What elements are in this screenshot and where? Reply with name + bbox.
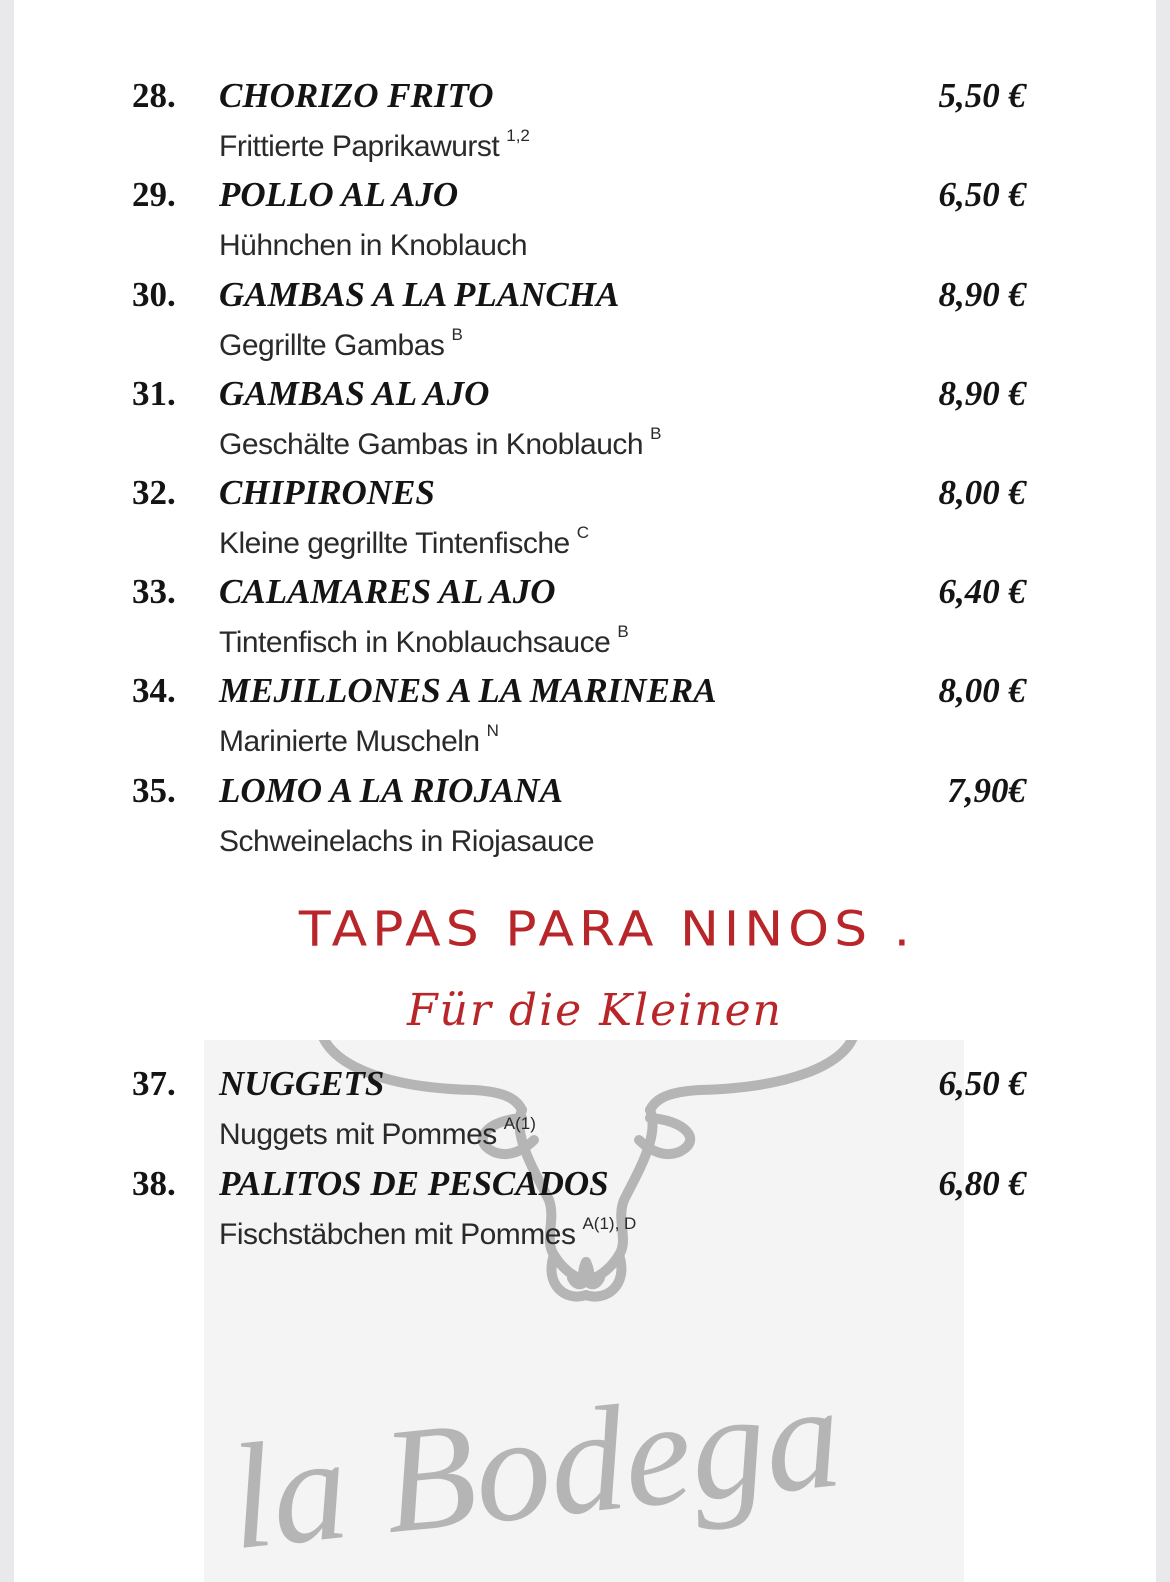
item-description <box>219 813 601 860</box>
item-description-text: Gegrillte Gambas <box>219 329 445 362</box>
item-description <box>219 614 629 661</box>
menu-item <box>14 374 1156 464</box>
item-description <box>219 713 499 760</box>
menu-item <box>14 1064 1156 1154</box>
kids-section-subheading: Für die Kleinen <box>407 985 783 1036</box>
item-description <box>219 1106 536 1153</box>
item-description <box>219 1206 636 1253</box>
item-number: 28. <box>132 76 176 115</box>
menu-item <box>14 275 1156 365</box>
item-number: 38. <box>132 1164 176 1203</box>
item-allergens: A(1) <box>503 1114 536 1133</box>
item-description-text: Frittierte Paprikawurst <box>219 130 500 163</box>
menu-page <box>14 0 1156 1582</box>
item-description-text: Geschälte Gambas in Knoblauch <box>219 428 644 461</box>
menu-item <box>14 175 1156 265</box>
menu-item <box>14 473 1156 563</box>
menu-item <box>14 671 1156 761</box>
item-number: 34. <box>132 671 176 710</box>
item-allergens: B <box>650 424 662 443</box>
item-name: CHIPIRONES <box>219 473 435 512</box>
item-description <box>219 515 589 562</box>
item-name: CHORIZO FRITO <box>219 76 494 115</box>
item-description-text: Kleine gegrillte Tintenfische <box>219 527 570 560</box>
item-price: 8,00 € <box>938 671 1026 710</box>
item-number: 32. <box>132 473 176 512</box>
item-description <box>219 118 530 165</box>
menu-items <box>14 0 1156 1582</box>
item-name: GAMBAS A LA PLANCHA <box>219 275 620 314</box>
item-allergens: B <box>451 325 463 344</box>
menu-item <box>14 771 1156 861</box>
item-description-text: Marinierte Muscheln <box>219 725 480 758</box>
kids-section-heading: TAPAS PARA NINOS . <box>298 902 916 958</box>
item-price: 7,90€ <box>947 771 1026 810</box>
item-price: 8,90 € <box>938 374 1026 413</box>
item-number: 30. <box>132 275 176 314</box>
item-name: POLLO AL AJO <box>219 175 459 214</box>
item-description <box>219 317 463 364</box>
item-number: 37. <box>132 1064 176 1103</box>
item-description-text: Fischstäbchen mit Pommes <box>219 1218 576 1251</box>
item-number: 31. <box>132 374 176 413</box>
item-name: MEJILLONES A LA MARINERA <box>219 671 717 710</box>
item-price: 6,50 € <box>938 1064 1026 1103</box>
logo-text: la Bodega <box>221 1352 849 1582</box>
item-name: GAMBAS AL AJO <box>219 374 490 413</box>
menu-item <box>14 1164 1156 1254</box>
item-description-text: Nuggets mit Pommes <box>219 1118 497 1151</box>
item-price: 6,40 € <box>938 572 1026 611</box>
item-allergens: A(1), D <box>582 1214 637 1233</box>
item-allergens: B <box>617 622 629 641</box>
item-price: 8,90 € <box>938 275 1026 314</box>
menu-item <box>14 76 1156 166</box>
item-description-text: Schweinelachs in Riojasauce <box>219 825 595 858</box>
item-description <box>219 416 661 463</box>
item-allergens: C <box>576 523 589 542</box>
item-number: 35. <box>132 771 176 810</box>
item-price: 8,00 € <box>938 473 1026 512</box>
menu-item <box>14 572 1156 662</box>
item-name: NUGGETS <box>219 1064 385 1103</box>
item-allergens: 1,2 <box>506 126 530 145</box>
item-description <box>219 217 534 264</box>
item-description-text: Tintenfisch in Knoblauchsauce <box>219 626 611 659</box>
item-number: 33. <box>132 572 176 611</box>
item-price: 6,80 € <box>938 1164 1026 1203</box>
item-name: LOMO A LA RIOJANA <box>219 771 563 810</box>
item-price: 6,50 € <box>938 175 1026 214</box>
item-name: CALAMARES AL AJO <box>219 572 556 611</box>
item-description-text: Hühnchen in Knoblauch <box>219 229 528 262</box>
item-allergens: N <box>486 721 499 740</box>
item-number: 29. <box>132 175 176 214</box>
item-price: 5,50 € <box>938 76 1026 115</box>
item-name: PALITOS DE PESCADOS <box>219 1164 609 1203</box>
